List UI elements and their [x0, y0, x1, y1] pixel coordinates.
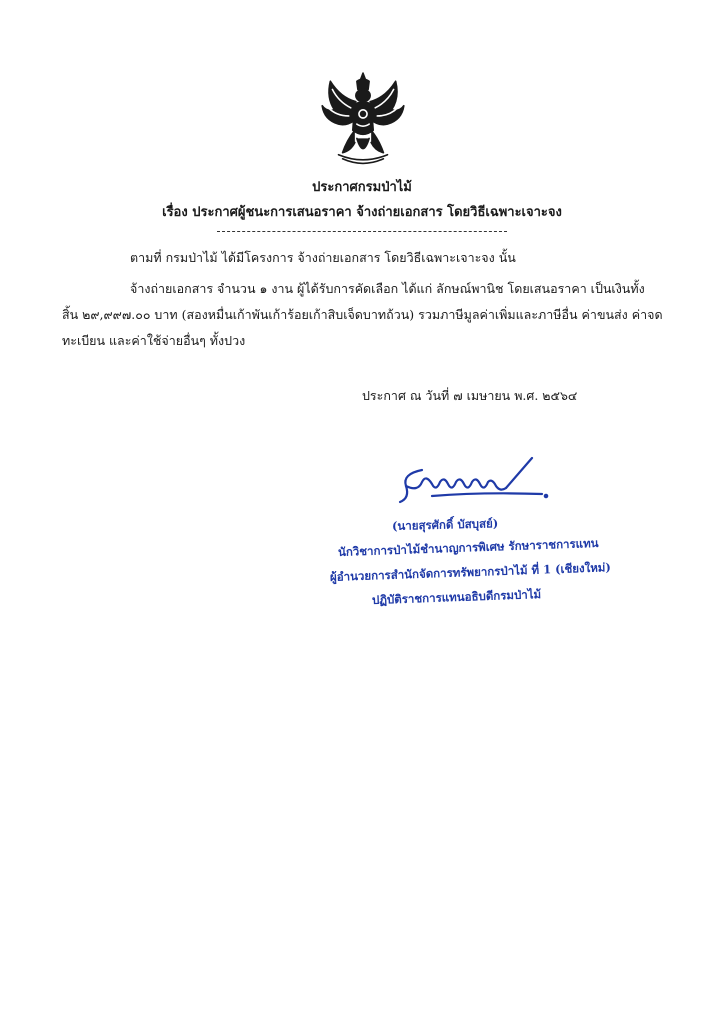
- announcement-subject: เรื่อง ประกาศผู้ชนะการเสนอราคา จ้างถ่ายเอกสาร โดยวิธีเฉพาะเจาะจง: [162, 205, 562, 220]
- signatory-position: นักวิชาการป่าไม้ชำนาญการพิเศษ รักษาราชการแทน: [337, 535, 599, 559]
- body-line: สิ้น ๒๙,๙๙๗.๐๐ บาท (สองหมื่นเก้าพันเก้าร้อยเก้าสิบเจ็ดบาทถ้วน) รวมภาษีมูลค่าเพิ่มและภาษีอื่น ค่าขนส่ง ค่าจด: [62, 307, 663, 322]
- signatory-name: (นายสุรศักดิ์ บัสบุสย์): [391, 516, 499, 533]
- body-line: ทะเบียน และค่าใช้จ่ายอื่นๆ ทั้งปวง: [62, 333, 246, 348]
- separator-line: [217, 231, 507, 232]
- garuda-emblem: [312, 66, 414, 170]
- body-line: จ้างถ่ายเอกสาร จำนวน ๑ งาน ผู้ได้รับการคัดเลือก ได้แก่ ลักษณ์พานิช โดยเสนอราคา เป็นเงินทั้ง: [130, 281, 645, 296]
- announcement-heading: ประกาศกรมป่าไม้: [312, 180, 412, 195]
- signatory-position: ผู้อำนวยการสำนักจัดการทรัพยากรป่าไม้ ที่ 1 (เชียงใหม่): [329, 560, 612, 584]
- announce-date: ประกาศ ณ วันที่ ๗ เมษายน พ.ศ. ๒๕๖๔: [362, 388, 578, 403]
- handwritten-signature: [392, 452, 552, 512]
- signatory-position: ปฏิบัติราชการแทนอธิบดีกรมป่าไม้: [371, 587, 542, 607]
- body-line: ตามที่ กรมป่าไม้ ได้มีโครงการ จ้างถ่ายเอกสาร โดยวิธีเฉพาะเจาะจง นั้น: [130, 250, 516, 265]
